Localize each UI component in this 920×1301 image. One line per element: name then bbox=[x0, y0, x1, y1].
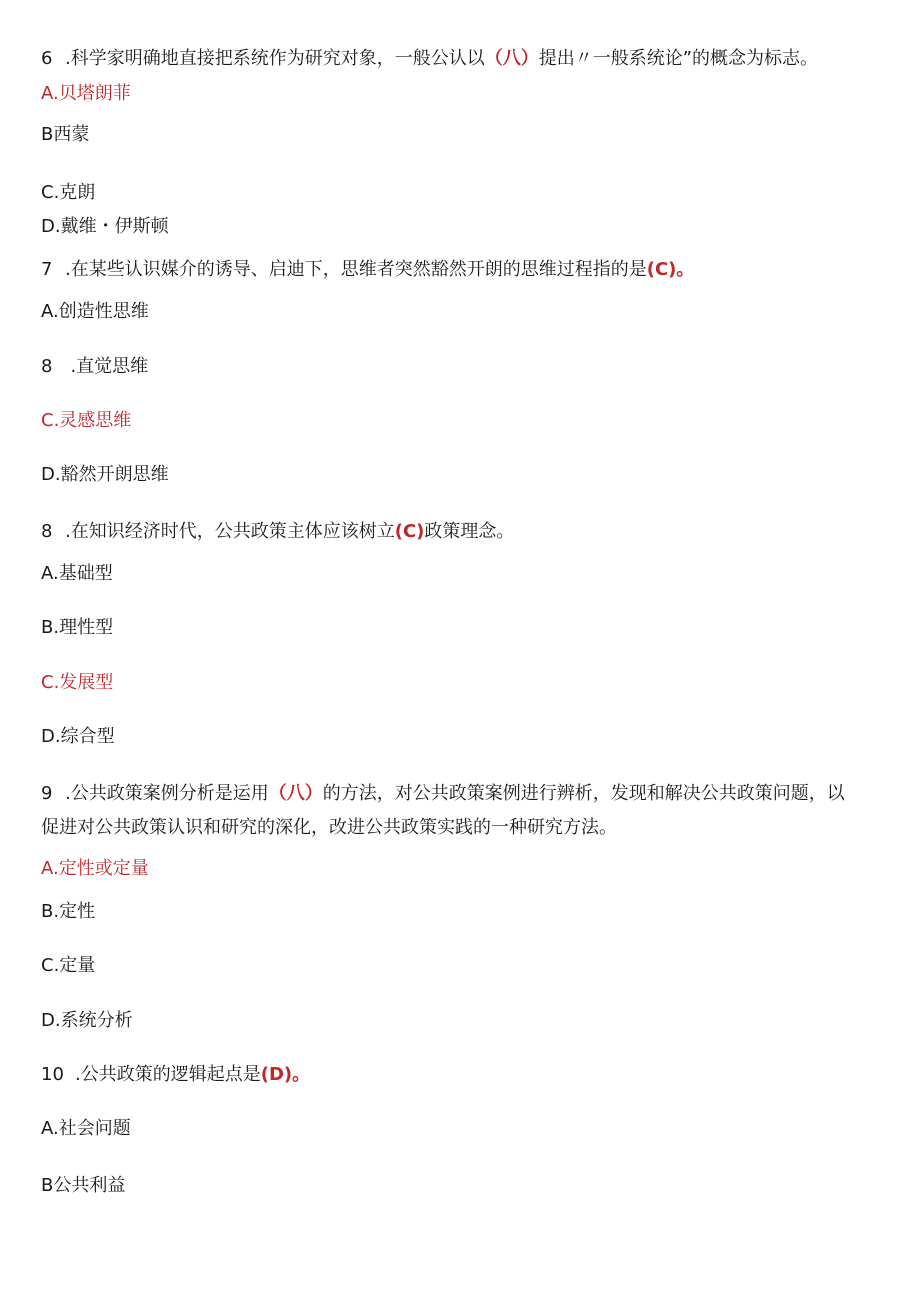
answer-mark: (D)。 bbox=[260, 1064, 311, 1085]
option-7d: D.豁然开朗思维 bbox=[41, 464, 169, 485]
question-text-tail: 政策理念。 bbox=[424, 521, 515, 542]
option-10a: A.社会问题 bbox=[41, 1118, 131, 1139]
answer-mark: （八） bbox=[484, 48, 539, 69]
option-6a: A.贝塔朗菲 bbox=[41, 83, 131, 104]
option-8d: D.综合型 bbox=[41, 726, 115, 747]
question-number: 8 bbox=[41, 521, 53, 542]
question-number: 7 bbox=[41, 259, 53, 280]
option-7a: A.创造性思维 bbox=[41, 301, 149, 322]
question-9-stem-line2: 促进对公共政策认识和研究的深化，改进公共政策实践的一种研究方法。 bbox=[41, 817, 617, 838]
option-9d: D.系统分析 bbox=[41, 1010, 133, 1031]
option-10b: B公共利益 bbox=[41, 1175, 126, 1196]
answer-mark: (C) bbox=[394, 521, 425, 542]
option-8a: A.基础型 bbox=[41, 563, 113, 584]
question-text: .科学家明确地直接把系统作为研究对象，一般公认以 bbox=[65, 48, 485, 69]
question-10-stem bbox=[41, 1063, 310, 1087]
option-6b: B西蒙 bbox=[41, 124, 90, 145]
option-6d: D.戴维・伊斯顿 bbox=[41, 216, 169, 237]
option-7b: 8 .直觉思维 bbox=[41, 356, 149, 377]
option-8b: B.理性型 bbox=[41, 617, 114, 638]
answer-mark: (C)。 bbox=[646, 259, 695, 280]
answer-mark: （八） bbox=[268, 783, 323, 804]
question-8-stem bbox=[41, 520, 514, 544]
option-7c: C.灵感思维 bbox=[41, 410, 132, 431]
option-9c: C.定量 bbox=[41, 955, 96, 976]
question-6-stem bbox=[41, 47, 818, 71]
question-text-tail: 的方法，对公共政策案例进行辨析，发现和解决公共政策问题，以 bbox=[322, 783, 845, 804]
question-text-tail: 提出〃一般系统论”的概念为标志。 bbox=[538, 48, 819, 69]
option-8c: C.发展型 bbox=[41, 672, 114, 693]
question-text: .公共政策案例分析是运用 bbox=[65, 783, 269, 804]
option-6c: C.克朗 bbox=[41, 182, 96, 203]
question-number: 9 bbox=[41, 783, 53, 804]
option-9b: B.定性 bbox=[41, 901, 96, 922]
question-text: .在某些认识媒介的诱导、启迪下，思维者突然豁然开朗的思维过程指的是 bbox=[65, 259, 647, 280]
question-7-stem bbox=[41, 258, 694, 282]
question-text: .在知识经济时代，公共政策主体应该树立 bbox=[65, 521, 395, 542]
option-9a: A.定性或定量 bbox=[41, 858, 149, 879]
question-number: 10 bbox=[41, 1064, 64, 1085]
question-9-stem bbox=[41, 782, 845, 806]
question-number: 6 bbox=[41, 48, 53, 69]
question-text: .公共政策的逻辑起点是 bbox=[75, 1064, 261, 1085]
